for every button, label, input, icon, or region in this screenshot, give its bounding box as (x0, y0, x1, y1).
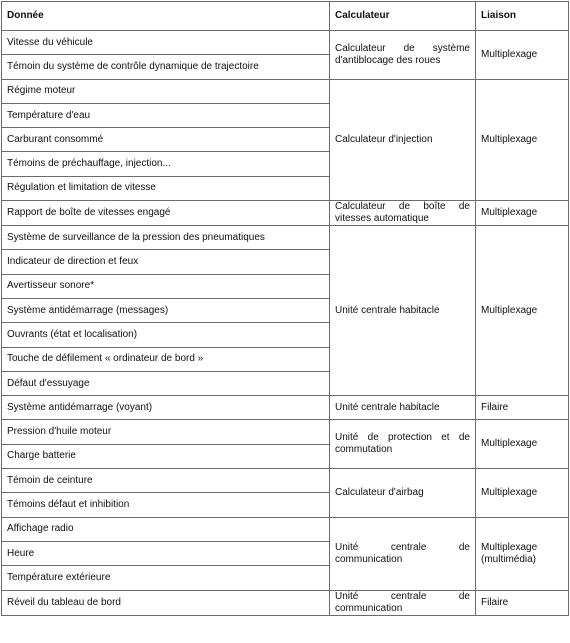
cell-liaison: Multiplexage (multimédia) (476, 517, 569, 590)
table-row (2, 226, 569, 250)
cell-liaison: Filaire (476, 396, 569, 420)
header-calculateur: Calculateur (330, 2, 476, 31)
cell-donnee: Température d'eau (2, 103, 330, 127)
table-row (2, 469, 569, 493)
cell-calculateur: Calculateur de boîte de vitesses automatique (330, 201, 476, 226)
data-link-table (1, 1, 569, 616)
cell-donnee: Défaut d'essuyage (2, 371, 330, 395)
cell-donnee: Touche de défilement « ordinateur de bord » (2, 347, 330, 371)
cell-liaison: Multiplexage (476, 469, 569, 518)
cell-liaison: Filaire (476, 590, 569, 615)
cell-donnee: Affichage radio (2, 517, 330, 541)
cell-donnee: Indicateur de direction et feux (2, 250, 330, 274)
cell-donnee: Régulation et limitation de vitesse (2, 176, 330, 200)
header-liaison: Liaison (476, 2, 569, 31)
table-header-row (2, 2, 569, 31)
header-donnee: Donnée (2, 2, 330, 31)
cell-donnee: Témoins défaut et inhibition (2, 493, 330, 517)
cell-donnee: Système de surveillance de la pression des pneumatiques (2, 226, 330, 250)
cell-donnee: Régime moteur (2, 79, 330, 103)
cell-donnee: Témoin de ceinture (2, 469, 330, 493)
cell-liaison: Multiplexage (476, 79, 569, 200)
cell-donnee: Réveil du tableau de bord (2, 590, 330, 615)
cell-donnee: Système antidémarrage (messages) (2, 298, 330, 322)
cell-donnee: Ouvrants (état et localisation) (2, 323, 330, 347)
cell-liaison: Multiplexage (476, 226, 569, 396)
cell-donnee: Carburant consommé (2, 128, 330, 152)
cell-liaison: Multiplexage (476, 31, 569, 80)
table-row (2, 31, 569, 55)
cell-donnee: Heure (2, 541, 330, 565)
cell-liaison: Multiplexage (476, 420, 569, 469)
cell-calculateur: Unité centrale de communication (330, 590, 476, 615)
cell-donnee: Système antidémarrage (voyant) (2, 396, 330, 420)
table-row (2, 420, 569, 444)
table-row (2, 79, 569, 103)
cell-calculateur: Calculateur de système d'antiblocage des roues (330, 31, 476, 80)
cell-calculateur: Unité centrale habitacle (330, 226, 476, 396)
cell-donnee: Vitesse du véhicule (2, 31, 330, 55)
table-row (2, 517, 569, 541)
cell-calculateur: Calculateur d'injection (330, 79, 476, 200)
cell-calculateur: Unité de protection et de commutation (330, 420, 476, 469)
cell-donnee: Pression d'huile moteur (2, 420, 330, 444)
cell-donnee: Avertisseur sonore* (2, 274, 330, 298)
table-row (2, 201, 569, 226)
cell-donnee: Température extérieure (2, 566, 330, 590)
table-row (2, 590, 569, 615)
cell-liaison: Multiplexage (476, 201, 569, 226)
cell-calculateur: Unité centrale de communication (330, 517, 476, 590)
cell-donnee: Rapport de boîte de vitesses engagé (2, 201, 330, 226)
cell-calculateur: Unité centrale habitacle (330, 396, 476, 420)
table-row (2, 396, 569, 420)
cell-donnee: Charge batterie (2, 444, 330, 468)
cell-calculateur: Calculateur d'airbag (330, 469, 476, 518)
cell-donnee: Témoins de préchauffage, injection... (2, 152, 330, 176)
table-body (2, 31, 569, 616)
cell-donnee: Témoin du système de contrôle dynamique de trajectoire (2, 55, 330, 79)
